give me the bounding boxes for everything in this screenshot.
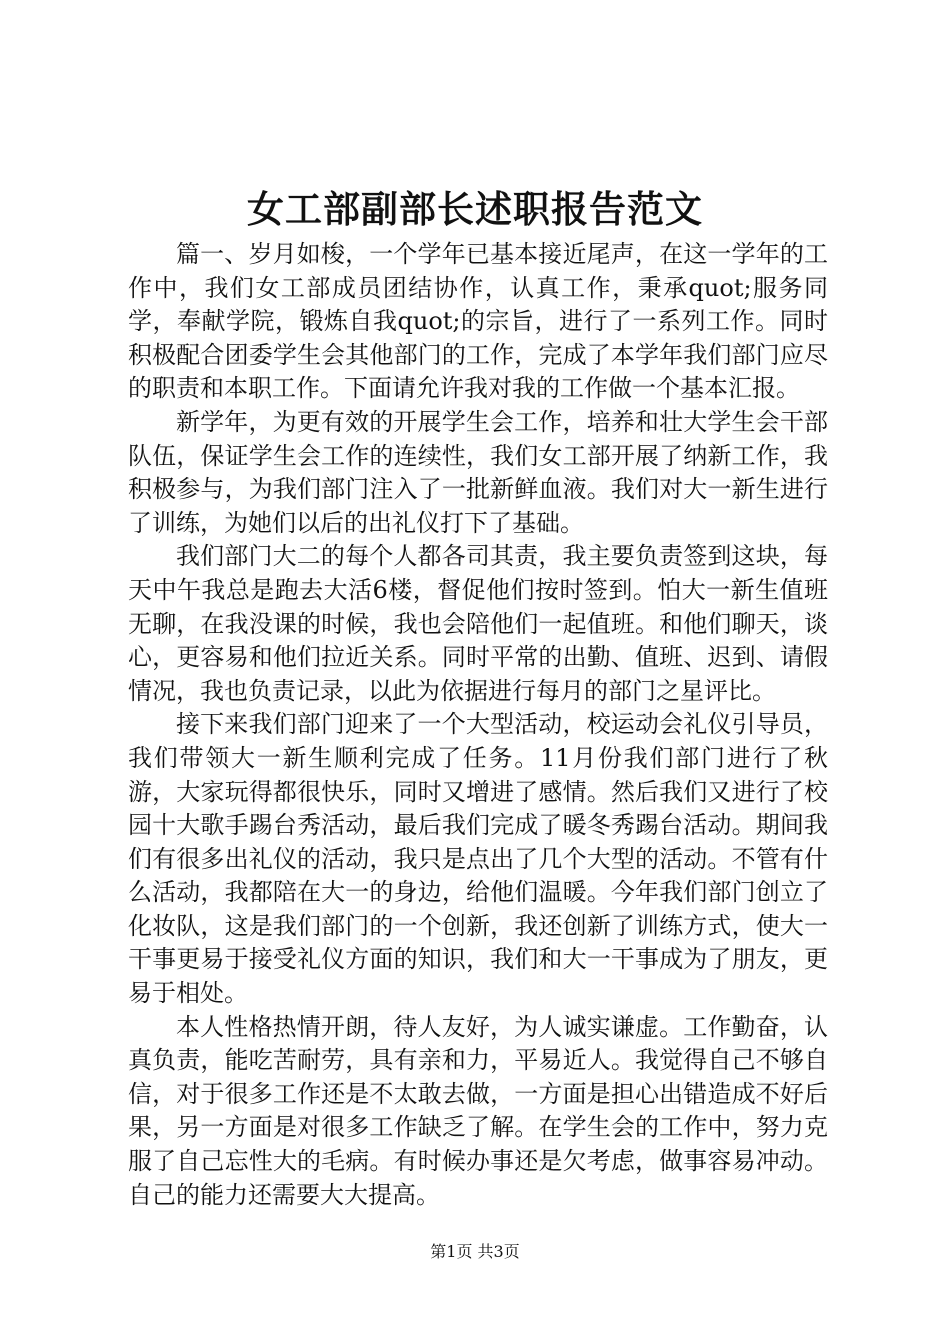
- document-title: 女工部副部长述职报告范文: [247, 187, 703, 231]
- page-number-footer: 第1页 共3页: [430, 1242, 520, 1261]
- paragraph: 篇一、岁月如梭，一个学年已基本接近尾声，在这一学年的工作中，我们女工部成员团结协作，认真工作，秉承quot;服务同学，奉献学院，锻炼自我quot;的宗旨，进行了一系列工作。同时积极配合团委学生会其他部门的工作，完成了本学年我们部门应尽的职责和本职工作。下面请允许我对我的工作做一个基本汇报。: [128, 240, 828, 403]
- paragraph: 我们部门大二的每个人都各司其责，我主要负责签到这块，每天中午我总是跑去大活6楼，督促他们按时签到。怕大一新生值班无聊，在我没课的时候，我也会陪他们一起值班。和他们聊天，谈心，更容易和他们拉近关系。同时平常的出勤、值班、迟到、请假情况，我也负责记录，以此为依据进行每月的部门之星评比。: [128, 542, 828, 705]
- paragraph: 本人性格热情开朗，待人友好，为人诚实谦虚。工作勤奋，认真负责，能吃苦耐劳，具有亲和力，平易近人。我觉得自己不够自信，对于很多工作还是不太敢去做，一方面是担心出错造成不好后果，另一方面是对很多工作缺乏了解。在学生会的工作中，努力克服了自己忘性大的毛病。有时候办事还是欠考虑，做事容易冲动。自己的能力还需要大大提高。: [128, 1012, 828, 1209]
- document-body: [128, 238, 828, 1212]
- paragraph: 接下来我们部门迎来了一个大型活动，校运动会礼仪引导员，我们带领大一新生顺利完成了任务。11月份我们部门进行了秋游，大家玩得都很快乐，同时又增进了感情。然后我们又进行了校园十大歌手踢台秀活动，最后我们完成了暖冬秀踢台活动。期间我们有很多出礼仪的活动，我只是点出了几个大型的活动。不管有什么活动，我都陪在大一的身边，给他们温暖。今年我们部门创立了化妆队，这是我们部门的一个创新，我还创新了训练方式，使大一干事更易于接受礼仪方面的知识，我们和大一干事成为了朋友，更易于相处。: [128, 710, 828, 1008]
- paragraph: 新学年，为更有效的开展学生会工作，培养和壮大学生会干部队伍，保证学生会工作的连续性，我们女工部开展了纳新工作，我积极参与，为我们部门注入了一批新鲜血液。我们对大一新生进行了训练，为她们以后的出礼仪打下了基础。: [128, 407, 828, 537]
